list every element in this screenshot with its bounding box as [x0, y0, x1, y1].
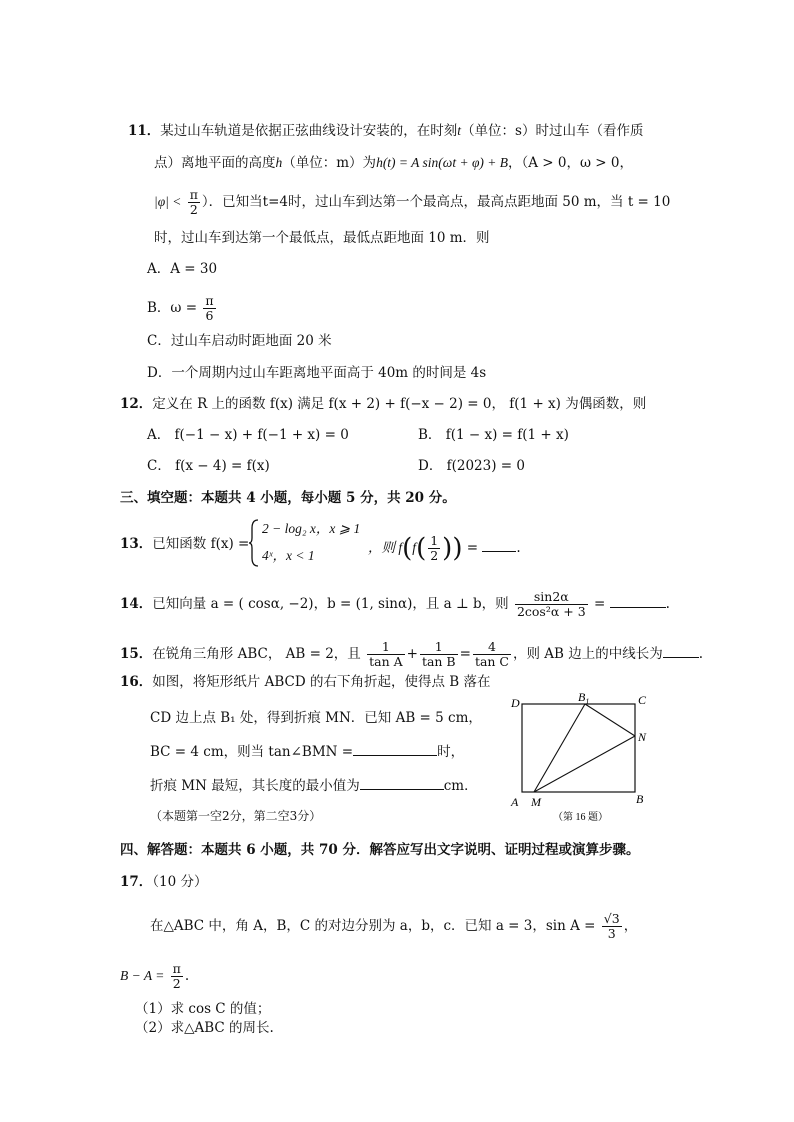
q13-number: 13．	[120, 536, 153, 552]
q11-line1: 11．某过山车轨道是依据正弦曲线设计安装的，在时刻t（单位：s）时过山车（看作质	[128, 123, 644, 139]
q13-tail: ，则 f(f( $\frac{1}{2}$ )) = .	[368, 533, 521, 564]
q12-option-c: C． f(x − 4) = f(x)	[147, 458, 270, 474]
q13-case-2: 4ˣ，x < 1	[262, 548, 315, 563]
q11-number: 11．	[128, 123, 161, 139]
q16-line2: CD 边上点 B₁ 处，得到折痕 MN．已知 AB = 5 cm，	[150, 710, 482, 726]
q15-number: 15．	[120, 646, 153, 662]
section-4-heading: 四、解答题：本题共 6 小题，共 70 分．解答应写出文字说明、证明过程或演算步骤。	[120, 842, 640, 858]
q11-line3: |φ| < $\frac{\pi}{2}$ ）．已知当t=4时，过山车到达第一个最高点，最高点距地面 50 m，当 t = 10	[154, 187, 671, 217]
q11-line2: 点）离地平面的高度h（单位：m）为h(t) = A sin(ωt + φ) + B，（A > 0，ω > 0，	[154, 155, 633, 171]
q17-part-2: （2）求△ABC 的周长.	[135, 1020, 274, 1036]
q16-line4: 折痕 MN 最短，其长度的最小值为 cm．	[150, 778, 478, 794]
label-c: C	[638, 693, 647, 707]
q15-stem: 15．在锐角三角形 ABC， AB = 2，且 $\frac{1}{\text{tan A}}$ + $\frac{1}{\text{tan B}}$ = $\frac{4}{\text{tan C}}$ ，则 AB 边上的中线长为 .	[120, 639, 704, 669]
q12-option-b: B． f(1 − x) = f(1 + x)	[418, 427, 569, 443]
q12-option-d: D． f(2023) = 0	[418, 458, 525, 474]
q17-line1: 在△ABC 中，角 A，B，C 的对边分别为 a，b，c．已知 a = 3，sin A = $\frac{√3}{3}$ ，	[150, 911, 638, 941]
q16-answer-blank-1[interactable]	[353, 755, 437, 756]
q17-header: 17．（10 分）	[120, 874, 208, 890]
q17-part-1: （1）求 cos C 的值；	[135, 1001, 271, 1017]
q16-rectangle-figure	[505, 686, 665, 826]
q13-brace	[248, 518, 260, 568]
label-b: B	[636, 792, 644, 806]
q17-number: 17．	[120, 874, 153, 890]
q11-option-d: D．一个周期内过山车距离地平面高于 40m 的时间是 4s	[147, 365, 487, 381]
label-n: N	[638, 730, 647, 744]
label-b1: $B_1$	[578, 690, 590, 706]
q16-number: 16．	[120, 674, 153, 690]
label-d: D	[511, 696, 520, 710]
crease-mn	[534, 736, 635, 792]
q14-stem: 14．已知向量 a = ( cosα, −2)，b = (1, sinα)，且 a ⊥ b，则 $\frac{\sin 2\alpha}{\text{2cos²α + 3}}$ = .	[120, 589, 670, 619]
q11-formula: h(t) = A sin(ωt + φ) + B	[376, 155, 509, 170]
q12-option-a: A． f(−1 − x) + f(−1 + x) = 0	[147, 427, 349, 443]
label-a: A	[511, 795, 519, 809]
segment-b1n	[585, 704, 635, 736]
q11-option-b: B．ω = $\frac{\pi}{6}$	[147, 293, 214, 323]
q12-number: 12．	[120, 396, 153, 412]
segment-mb1	[534, 704, 585, 792]
q17-line2: B − A = $\frac{\pi}{2}$ .	[120, 961, 190, 991]
section-3-heading: 三、填空题：本题共 4 小题，每小题 5 分，共 20 分。	[120, 490, 456, 506]
q15-answer-blank[interactable]	[663, 657, 699, 658]
figure-caption: （第 16 题）	[553, 812, 608, 823]
q11-option-c: C．过山车启动时距地面 20 米	[147, 333, 332, 349]
pi-over-2-fraction: $\frac{\pi}{2}$	[189, 187, 198, 217]
q16-line3: BC = 4 cm，则当 tan∠BMN = 时，	[150, 744, 465, 760]
q12-stem: 12．定义在 R 上的函数 f(x) 满足 f(x + 2) + f(−x − 2) = 0， f(1 + x) 为偶函数，则	[120, 396, 647, 412]
q13-stem: 13．已知函数 f(x) =	[120, 536, 250, 552]
q16-line1: 16．如图，将矩形纸片 ABCD 的右下角折起，使得点 B 落在	[120, 674, 491, 690]
q11-line4: 时，过山车到达第一个最低点，最低点距地面 10 m．则	[154, 230, 490, 246]
rectangle-abcd	[522, 704, 635, 792]
q13-case-1: 2 − log₂ x，x ⩾ 1	[262, 521, 361, 536]
q16-score-note: （本题第一空2分，第二空3分）	[150, 809, 322, 823]
label-m: M	[531, 795, 541, 809]
q14-number: 14．	[120, 596, 153, 612]
q11-option-a: A．A = 30	[147, 261, 218, 277]
q16-answer-blank-2[interactable]	[360, 789, 444, 790]
q14-answer-blank[interactable]	[610, 607, 666, 608]
q13-answer-blank[interactable]	[482, 551, 516, 552]
